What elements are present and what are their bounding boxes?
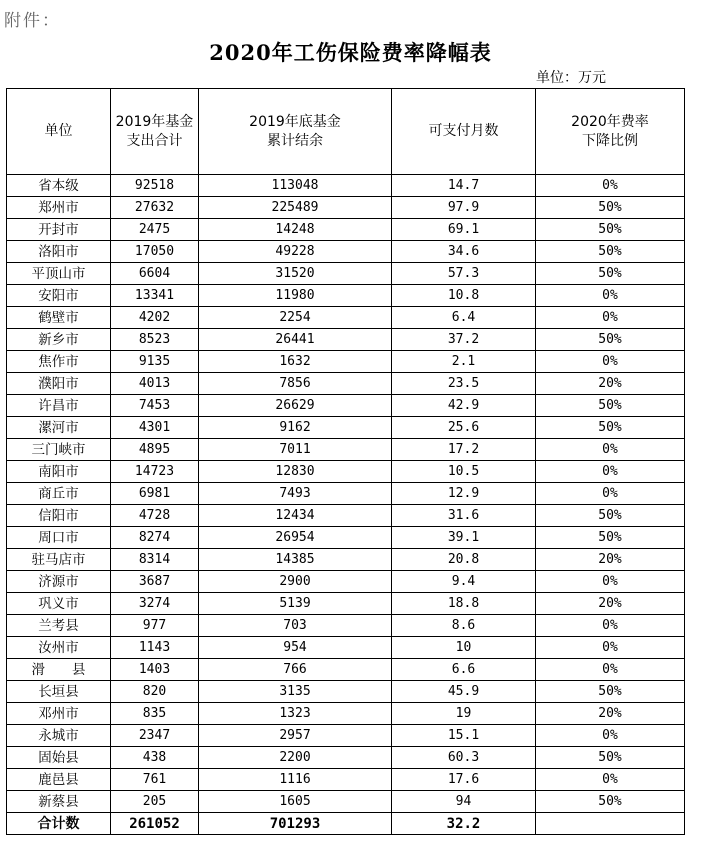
cell-balance: 7493 — [199, 483, 392, 505]
total-cell-reduction — [536, 813, 685, 835]
cell-balance: 2200 — [199, 747, 392, 769]
table-row — [7, 725, 685, 747]
cell-expense: 7453 — [111, 395, 199, 417]
cell-unit: 新乡市 — [7, 329, 111, 351]
cell-months: 12.9 — [392, 483, 536, 505]
table-row — [7, 175, 685, 197]
cell-unit: 永城市 — [7, 725, 111, 747]
cell-unit: 周口市 — [7, 527, 111, 549]
table-row — [7, 373, 685, 395]
cell-reduction: 50% — [536, 417, 685, 439]
cell-unit: 新蔡县 — [7, 791, 111, 813]
cell-balance: 9162 — [199, 417, 392, 439]
cell-expense: 6604 — [111, 263, 199, 285]
total-cell-unit: 合计数 — [7, 813, 111, 835]
table-row — [7, 791, 685, 813]
table-row — [7, 241, 685, 263]
table-row — [7, 263, 685, 285]
cell-expense: 820 — [111, 681, 199, 703]
cell-expense: 1403 — [111, 659, 199, 681]
header-unit: 单位 — [7, 89, 111, 175]
cell-reduction: 20% — [536, 593, 685, 615]
cell-balance: 7856 — [199, 373, 392, 395]
cell-months: 37.2 — [392, 329, 536, 351]
cell-reduction: 50% — [536, 791, 685, 813]
table-row — [7, 329, 685, 351]
cell-unit: 省本级 — [7, 175, 111, 197]
cell-expense: 438 — [111, 747, 199, 769]
cell-unit: 济源市 — [7, 571, 111, 593]
cell-unit: 汝州市 — [7, 637, 111, 659]
table-row — [7, 681, 685, 703]
cell-unit: 固始县 — [7, 747, 111, 769]
cell-unit: 兰考县 — [7, 615, 111, 637]
cell-expense: 2347 — [111, 725, 199, 747]
cell-months: 19 — [392, 703, 536, 725]
cell-months: 42.9 — [392, 395, 536, 417]
cell-balance: 3135 — [199, 681, 392, 703]
cell-reduction: 0% — [536, 285, 685, 307]
cell-expense: 13341 — [111, 285, 199, 307]
cell-unit: 信阳市 — [7, 505, 111, 527]
cell-unit: 许昌市 — [7, 395, 111, 417]
cell-reduction: 50% — [536, 505, 685, 527]
cell-expense: 9135 — [111, 351, 199, 373]
cell-reduction: 20% — [536, 703, 685, 725]
cell-expense: 92518 — [111, 175, 199, 197]
cell-reduction: 0% — [536, 351, 685, 373]
cell-months: 2.1 — [392, 351, 536, 373]
table-row — [7, 417, 685, 439]
cell-reduction: 20% — [536, 549, 685, 571]
cell-reduction: 50% — [536, 241, 685, 263]
cell-unit: 商丘市 — [7, 483, 111, 505]
total-cell-months: 32.2 — [392, 813, 536, 835]
table-row — [7, 549, 685, 571]
cell-months: 60.3 — [392, 747, 536, 769]
cell-months: 10 — [392, 637, 536, 659]
total-row — [7, 813, 685, 835]
cell-reduction: 0% — [536, 571, 685, 593]
cell-balance: 26954 — [199, 527, 392, 549]
cell-months: 9.4 — [392, 571, 536, 593]
cell-balance: 12434 — [199, 505, 392, 527]
rate-table — [6, 88, 685, 835]
cell-balance: 7011 — [199, 439, 392, 461]
cell-balance: 2957 — [199, 725, 392, 747]
cell-unit: 焦作市 — [7, 351, 111, 373]
cell-months: 94 — [392, 791, 536, 813]
cell-balance: 14248 — [199, 219, 392, 241]
cell-months: 14.7 — [392, 175, 536, 197]
cell-reduction: 50% — [536, 527, 685, 549]
cell-months: 10.5 — [392, 461, 536, 483]
cell-unit: 洛阳市 — [7, 241, 111, 263]
cell-unit: 鹤壁市 — [7, 307, 111, 329]
table-row — [7, 219, 685, 241]
cell-expense: 4013 — [111, 373, 199, 395]
table-row — [7, 197, 685, 219]
total-cell-expense: 261052 — [111, 813, 199, 835]
cell-balance: 703 — [199, 615, 392, 637]
cell-reduction: 0% — [536, 483, 685, 505]
cell-reduction: 0% — [536, 769, 685, 791]
cell-unit: 滑 县 — [7, 659, 111, 681]
cell-reduction: 50% — [536, 263, 685, 285]
cell-expense: 8523 — [111, 329, 199, 351]
table-row — [7, 593, 685, 615]
cell-months: 20.8 — [392, 549, 536, 571]
table-row — [7, 637, 685, 659]
cell-unit: 平顶山市 — [7, 263, 111, 285]
table-row — [7, 483, 685, 505]
header-reduction: 2020年费率 下降比例 — [536, 89, 685, 175]
cell-months: 6.4 — [392, 307, 536, 329]
cell-unit: 鹿邑县 — [7, 769, 111, 791]
table-row — [7, 747, 685, 769]
cell-months: 8.6 — [392, 615, 536, 637]
cell-balance: 11980 — [199, 285, 392, 307]
cell-unit: 南阳市 — [7, 461, 111, 483]
cell-expense: 3274 — [111, 593, 199, 615]
header-expense: 2019年基金 支出合计 — [111, 89, 199, 175]
cell-months: 17.2 — [392, 439, 536, 461]
cell-reduction: 0% — [536, 307, 685, 329]
cell-balance: 113048 — [199, 175, 392, 197]
cell-balance: 1632 — [199, 351, 392, 373]
cell-reduction: 50% — [536, 219, 685, 241]
cell-balance: 1605 — [199, 791, 392, 813]
cell-expense: 4202 — [111, 307, 199, 329]
unit-label: 单位：万元 — [536, 70, 606, 86]
cell-expense: 835 — [111, 703, 199, 725]
cell-unit: 三门峡市 — [7, 439, 111, 461]
cell-expense: 27632 — [111, 197, 199, 219]
cell-balance: 31520 — [199, 263, 392, 285]
cell-expense: 8274 — [111, 527, 199, 549]
cell-unit: 巩义市 — [7, 593, 111, 615]
table-row — [7, 505, 685, 527]
cell-balance: 1323 — [199, 703, 392, 725]
table-row — [7, 395, 685, 417]
cell-reduction: 50% — [536, 329, 685, 351]
cell-expense: 4728 — [111, 505, 199, 527]
cell-balance: 26441 — [199, 329, 392, 351]
cell-months: 17.6 — [392, 769, 536, 791]
cell-reduction: 0% — [536, 637, 685, 659]
cell-balance: 26629 — [199, 395, 392, 417]
cell-unit: 驻马店市 — [7, 549, 111, 571]
cell-months: 45.9 — [392, 681, 536, 703]
cell-balance: 5139 — [199, 593, 392, 615]
cell-balance: 2254 — [199, 307, 392, 329]
table-row — [7, 285, 685, 307]
cell-reduction: 50% — [536, 395, 685, 417]
cell-months: 39.1 — [392, 527, 536, 549]
cell-balance: 1116 — [199, 769, 392, 791]
table-header-row — [7, 89, 685, 175]
cell-months: 15.1 — [392, 725, 536, 747]
header-balance: 2019年底基金 累计结余 — [199, 89, 392, 175]
cell-months: 18.8 — [392, 593, 536, 615]
page-title: 2020年工伤保险费率降幅表 — [209, 40, 492, 65]
table-row — [7, 615, 685, 637]
cell-expense: 1143 — [111, 637, 199, 659]
cell-expense: 14723 — [111, 461, 199, 483]
cell-balance: 225489 — [199, 197, 392, 219]
cell-reduction: 0% — [536, 175, 685, 197]
cell-expense: 205 — [111, 791, 199, 813]
total-cell-balance: 701293 — [199, 813, 392, 835]
cell-reduction: 0% — [536, 725, 685, 747]
cell-months: 6.6 — [392, 659, 536, 681]
table-row — [7, 439, 685, 461]
table-row — [7, 461, 685, 483]
cell-expense: 3687 — [111, 571, 199, 593]
cell-expense: 17050 — [111, 241, 199, 263]
cell-unit: 安阳市 — [7, 285, 111, 307]
cell-reduction: 0% — [536, 615, 685, 637]
cell-months: 97.9 — [392, 197, 536, 219]
cell-unit: 开封市 — [7, 219, 111, 241]
cell-reduction: 0% — [536, 461, 685, 483]
cell-months: 23.5 — [392, 373, 536, 395]
header-months: 可支付月数 — [392, 89, 536, 175]
table-row — [7, 307, 685, 329]
cell-unit: 郑州市 — [7, 197, 111, 219]
attachment-label: 附件： — [4, 11, 61, 31]
cell-balance: 14385 — [199, 549, 392, 571]
cell-expense: 2475 — [111, 219, 199, 241]
cell-balance: 2900 — [199, 571, 392, 593]
table-row — [7, 351, 685, 373]
cell-reduction: 50% — [536, 747, 685, 769]
cell-expense: 977 — [111, 615, 199, 637]
cell-expense: 4895 — [111, 439, 199, 461]
cell-balance: 49228 — [199, 241, 392, 263]
table-row — [7, 769, 685, 791]
cell-months: 31.6 — [392, 505, 536, 527]
cell-expense: 4301 — [111, 417, 199, 439]
table-row — [7, 527, 685, 549]
cell-reduction: 50% — [536, 681, 685, 703]
table-row — [7, 703, 685, 725]
cell-balance: 954 — [199, 637, 392, 659]
cell-reduction: 50% — [536, 197, 685, 219]
cell-months: 25.6 — [392, 417, 536, 439]
cell-balance: 12830 — [199, 461, 392, 483]
cell-unit: 濮阳市 — [7, 373, 111, 395]
table-row — [7, 571, 685, 593]
cell-months: 69.1 — [392, 219, 536, 241]
table-row — [7, 659, 685, 681]
cell-months: 10.8 — [392, 285, 536, 307]
cell-reduction: 20% — [536, 373, 685, 395]
cell-unit: 长垣县 — [7, 681, 111, 703]
cell-expense: 6981 — [111, 483, 199, 505]
cell-balance: 766 — [199, 659, 392, 681]
cell-reduction: 0% — [536, 439, 685, 461]
cell-months: 57.3 — [392, 263, 536, 285]
cell-unit: 漯河市 — [7, 417, 111, 439]
cell-unit: 邓州市 — [7, 703, 111, 725]
cell-expense: 8314 — [111, 549, 199, 571]
table-body — [7, 175, 685, 835]
cell-reduction: 0% — [536, 659, 685, 681]
cell-expense: 761 — [111, 769, 199, 791]
cell-months: 34.6 — [392, 241, 536, 263]
